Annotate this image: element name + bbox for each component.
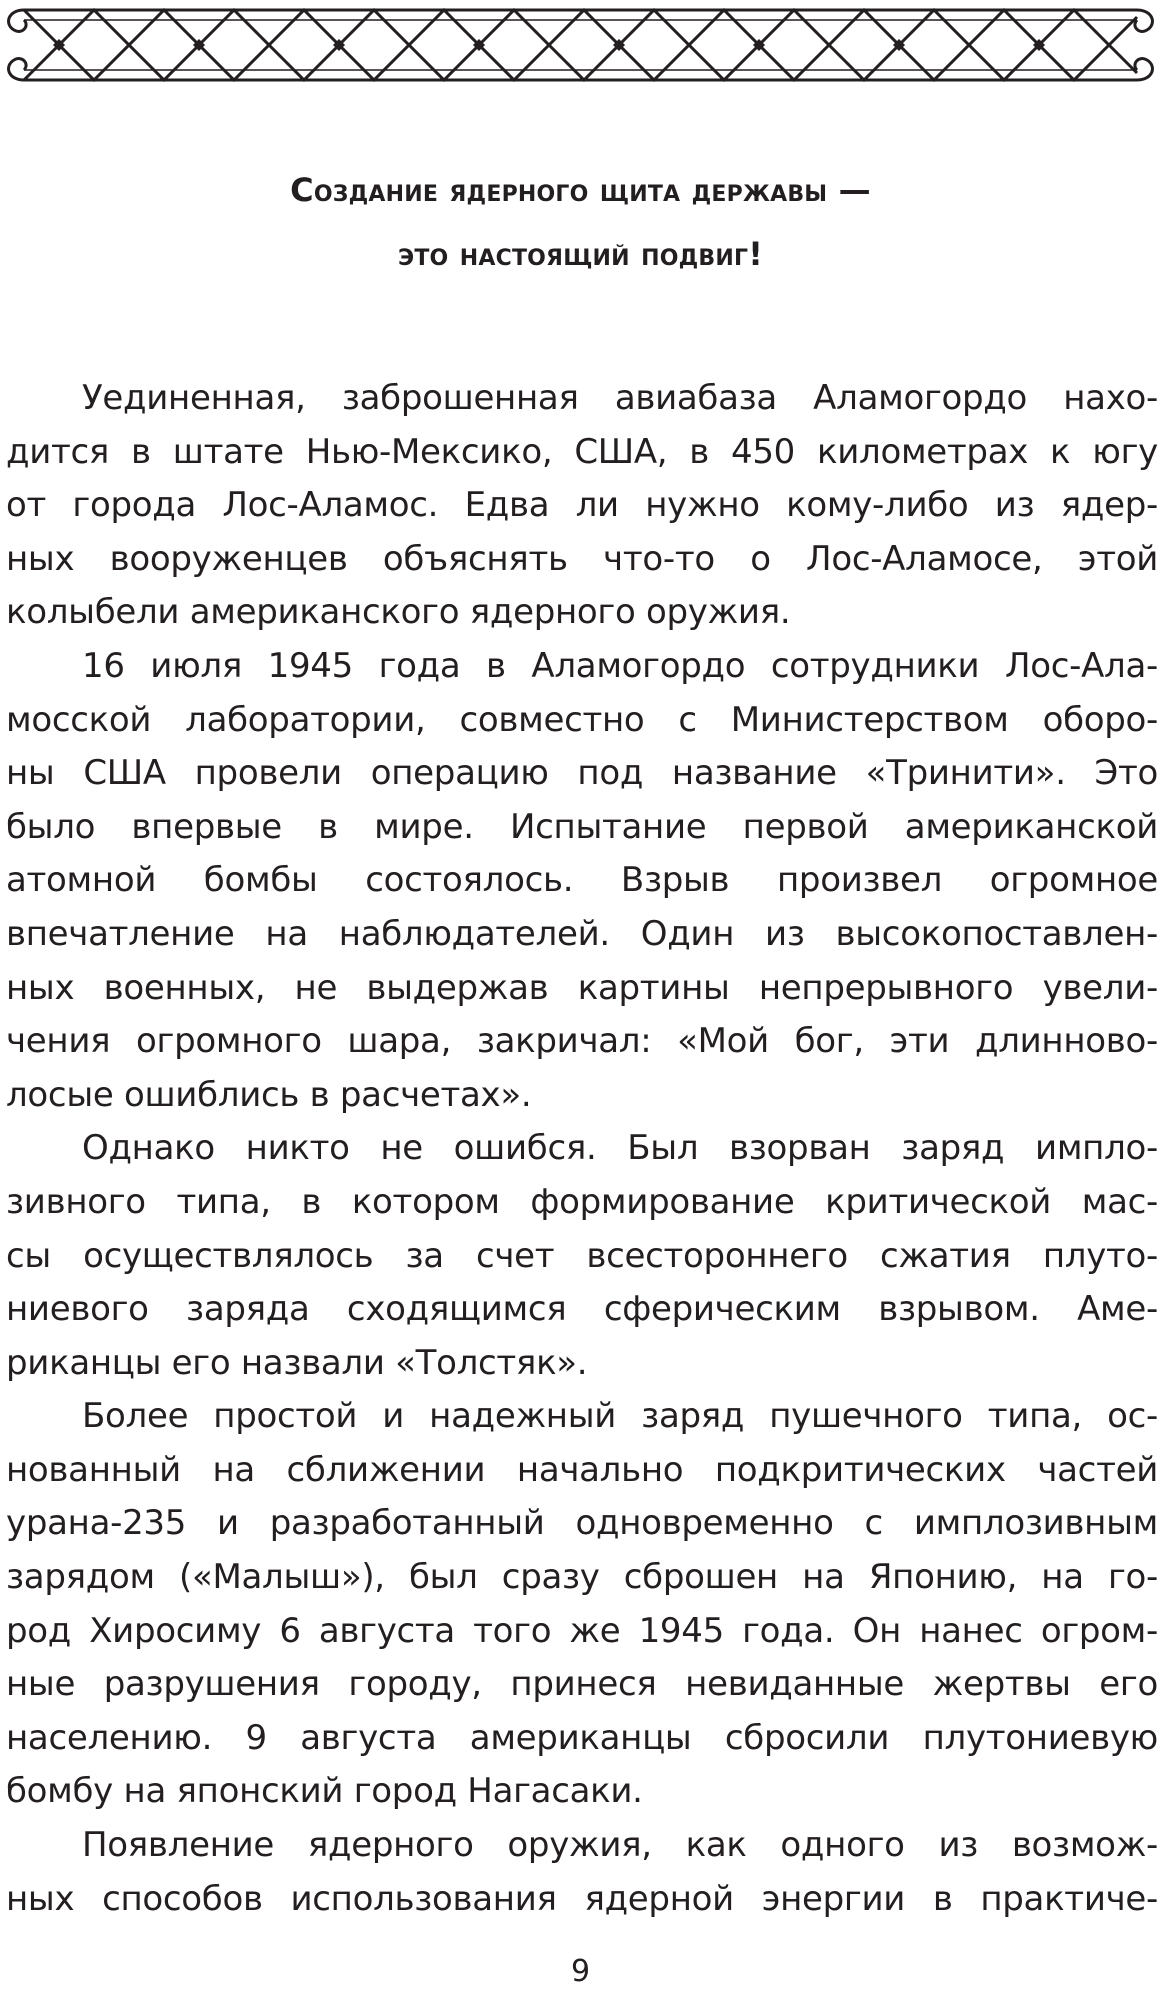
- heading-line-2: это настоящий подвиг!: [397, 235, 764, 273]
- text-line: ных вооруженцев объяснять что-то о Лос-Аламосе, этой: [6, 538, 1158, 579]
- text-line: бомбу на японский город Нагасаки.: [6, 1771, 643, 1812]
- paragraph: [6, 1819, 1158, 1926]
- text-line: ные разрушения городу, принеся невиданные жертвы его: [6, 1664, 1158, 1705]
- text-line: Уединенная, заброшенная авиабаза Аламогордо нахо-: [82, 378, 1158, 418]
- text-line: зивного типа, в котором формирование критической мас-: [6, 1181, 1158, 1222]
- text-line: риканцы его назвали «Толстяк».: [6, 1342, 588, 1383]
- text-line: населению. 9 августа американцы сбросили плутониевую: [6, 1717, 1158, 1758]
- text-line: дится в штате Нью-Мексико, США, в 450 километрах к югу: [6, 431, 1158, 472]
- text-line: ных способов использования ядерной энергии в практиче-: [6, 1878, 1158, 1919]
- text-line: ниевого заряда сходящимся сферическим взрывом. Аме-: [6, 1289, 1158, 1330]
- chapter-heading: [0, 158, 1161, 286]
- text-line: зарядом («Малыш»), был сразу сброшен на Японию, на го-: [6, 1557, 1158, 1598]
- text-line: колыбели американского ядерного оружия.: [6, 592, 791, 633]
- text-line: нованный на сближении начально подкритических частей: [6, 1449, 1158, 1490]
- text-line: лосые ошиблись в расчетах».: [6, 1074, 532, 1115]
- text-line: Более простой и надежный заряд пушечного типа, ос-: [82, 1396, 1158, 1437]
- text-line: мосской лаборатории, совместно с Министерством оборо-: [6, 699, 1158, 740]
- paragraph: [6, 1390, 1158, 1819]
- paragraph: [6, 640, 1158, 1122]
- body-text: [6, 372, 1158, 1926]
- text-line: чения огромного шара, закричал: «Мой бог, эти длинново-: [6, 1021, 1158, 1062]
- text-line: от города Лос-Аламос. Едва ли нужно кому-либо из ядер-: [6, 485, 1158, 526]
- text-line: род Хиросиму 6 августа того же 1945 года. Он нанес огром-: [6, 1610, 1158, 1651]
- text-line: 16 июля 1945 года в Аламогордо сотрудники Лос-Ала-: [82, 645, 1158, 686]
- paragraph: [6, 372, 1158, 640]
- text-line: Появление ядерного оружия, как одного из возмож-: [82, 1825, 1158, 1866]
- text-line: сы осуществлялось за счет всестороннего сжатия плуто-: [6, 1235, 1158, 1276]
- text-line: ных военных, не выдержав картины непрерывного увели-: [6, 967, 1158, 1008]
- page-number: 9: [570, 1954, 591, 1989]
- decorative-border-ornament: [0, 0, 1161, 90]
- text-line: впечатление на наблюдателей. Один из высокопоставлен-: [6, 913, 1158, 954]
- text-line: атомной бомбы состоялось. Взрыв произвел огромное: [6, 860, 1158, 901]
- paragraph: [6, 1122, 1158, 1390]
- text-line: Однако никто не ошибся. Был взорван заряд импло-: [82, 1128, 1158, 1169]
- text-line: было впервые в мире. Испытание первой американской: [6, 806, 1158, 847]
- text-line: ны США провели операцию под название «Тринити». Это: [6, 753, 1158, 794]
- text-line: урана-235 и разработанный одновременно с имплозивным: [6, 1503, 1158, 1544]
- heading-line-1: Создание ядерного щита державы —: [290, 171, 871, 209]
